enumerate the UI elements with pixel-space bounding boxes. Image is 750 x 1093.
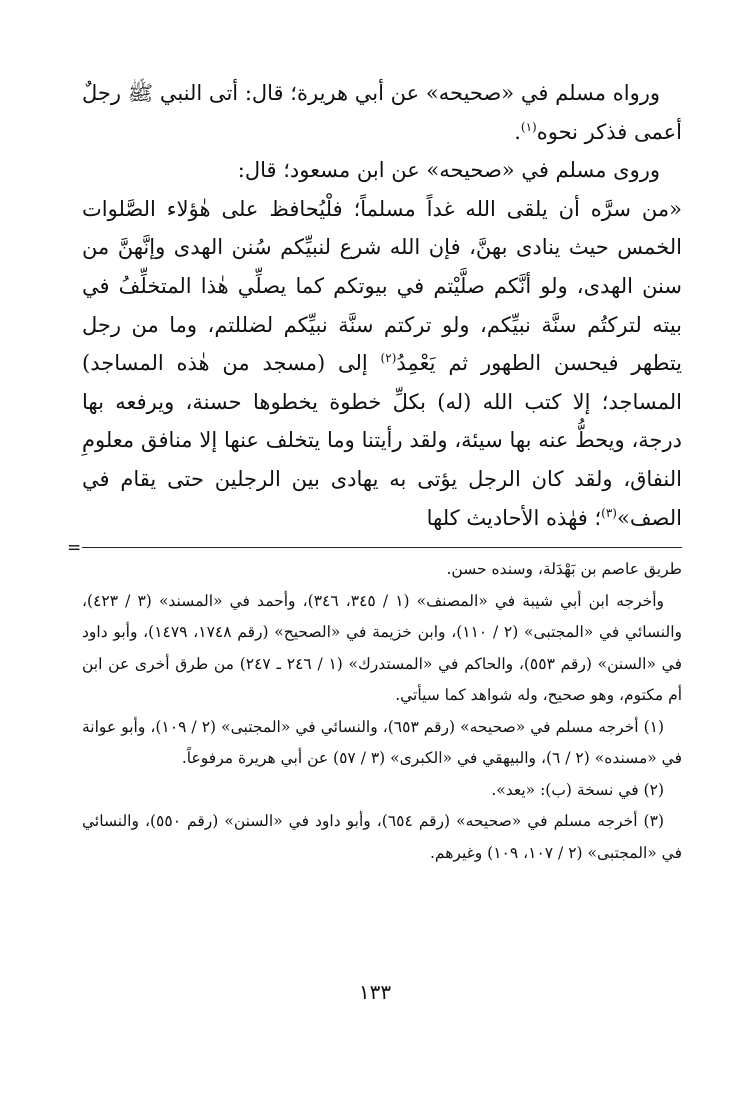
hadith-quote	[82, 190, 682, 537]
page-body	[82, 74, 682, 869]
footnote-ref-1: (١)	[520, 119, 537, 134]
paragraph-muslim-ibn-masud: وروى مسلم في «صحيحه» عن ابن مسعود؛ قال:	[237, 158, 660, 183]
page-number: ١٣٣	[358, 980, 392, 1004]
footnote-continuation-line: طريق عاصم بن بَهْدَلة، وسنده حسن.	[446, 560, 682, 579]
continuation-mark: =	[67, 538, 82, 558]
footnote-divider	[82, 547, 682, 548]
hadith-text-part-1: «من سرَّه أن يلقى الله غداً مسلماً؛ فلْيُحافظ على هٰؤلاء الصَّلوات الخمس حيث ينادى بهنَّ، فإن الله شرع لنبيِّكم سُنن الهدى وإنَّهنَّ من سنن الهدى، ولو أنَّكم صلَّيْتم في بيوتكم كما يصلِّي هٰذا المتخلِّفُ في بيته لتركتُم سنَّة نبيِّكم، ولو تركتم سنَّة نبيِّكم لضللتم، وما من رجل يتطهر فيحسن الطهور ثم يَعْمِدُ	[82, 196, 682, 376]
footnote-3: (٣) أخرجه مسلم في «صحيحه» (رقم ٦٥٤)، وأبو داود في «السنن» (رقم ٥٥٠)، والنسائي في «المجتبى» (٢ / ١٠٧، ١٠٩) وغيرهم.	[82, 812, 682, 862]
footnotes	[82, 554, 682, 869]
paragraph-muslim-abu-hurayra	[82, 74, 682, 151]
footnote-1: (١) أخرجه مسلم في «صحيحه» (رقم ٦٥٣)، والنسائي في «المجتبى» (٢ / ١٠٩)، وأبو عوانة في «مسنده» (٢ / ٦)، والبيهقي في «الكبرى» (٣ / ٥٧) عن أبي هريرة مرفوعاً.	[82, 717, 682, 768]
hadith-text-part-2: إلى (مسجد من هٰذه المساجد) المساجد؛ إلا كتب الله (له) بكلِّ خطوة يخطوها حسنة، ويرفعه بها درجة، ويحطُّ عنه بها سيئة، ولقد رأيتنا وما يتخلف عنها إلا منافق معلومِ النفاق، ولقد كان الرجل يؤتى به يهادى بين الرجلين حتى يقام في الصف»	[82, 351, 682, 530]
paragraph-end: .	[514, 119, 521, 144]
paragraph-text: ورواه مسلم في «صحيحه» عن أبي هريرة؛ قال: أتى النبي ﷺ رجلٌ أعمى فذكر نحوه	[82, 81, 682, 144]
hadith-text-part-3: ؛ فهٰذه الأحاديث كلها	[426, 505, 602, 530]
footnote-ref-3: (٣)	[601, 505, 617, 520]
footnote-ref-2: (٢)	[380, 351, 397, 366]
main-text	[82, 74, 682, 537]
footnote-2: (٢) في نسخة (ب): «يعد».	[491, 780, 664, 799]
footnote-continuation-paragraph: وأخرجه ابن أبي شيبة في «المصنف» (١ / ٣٤٥، ٣٤٦)، وأحمد في «المسند» (٣ / ٤٢٣)، والنسائي في «المجتبى» (٢ / ١١٠)، وابن خزيمة في «الصحيح» (رقم ١٧٤٨، ١٤٧٩)، وأبو داود في «السنن» (رقم ٥٥٣)، والحاكم في «المستدرك» (١ / ٢٤٦ ـ ٢٤٧) من طرق أخرى عن ابن أم مكتوم، وهو صحيح، وله شواهد كما سيأتي.	[82, 591, 682, 705]
